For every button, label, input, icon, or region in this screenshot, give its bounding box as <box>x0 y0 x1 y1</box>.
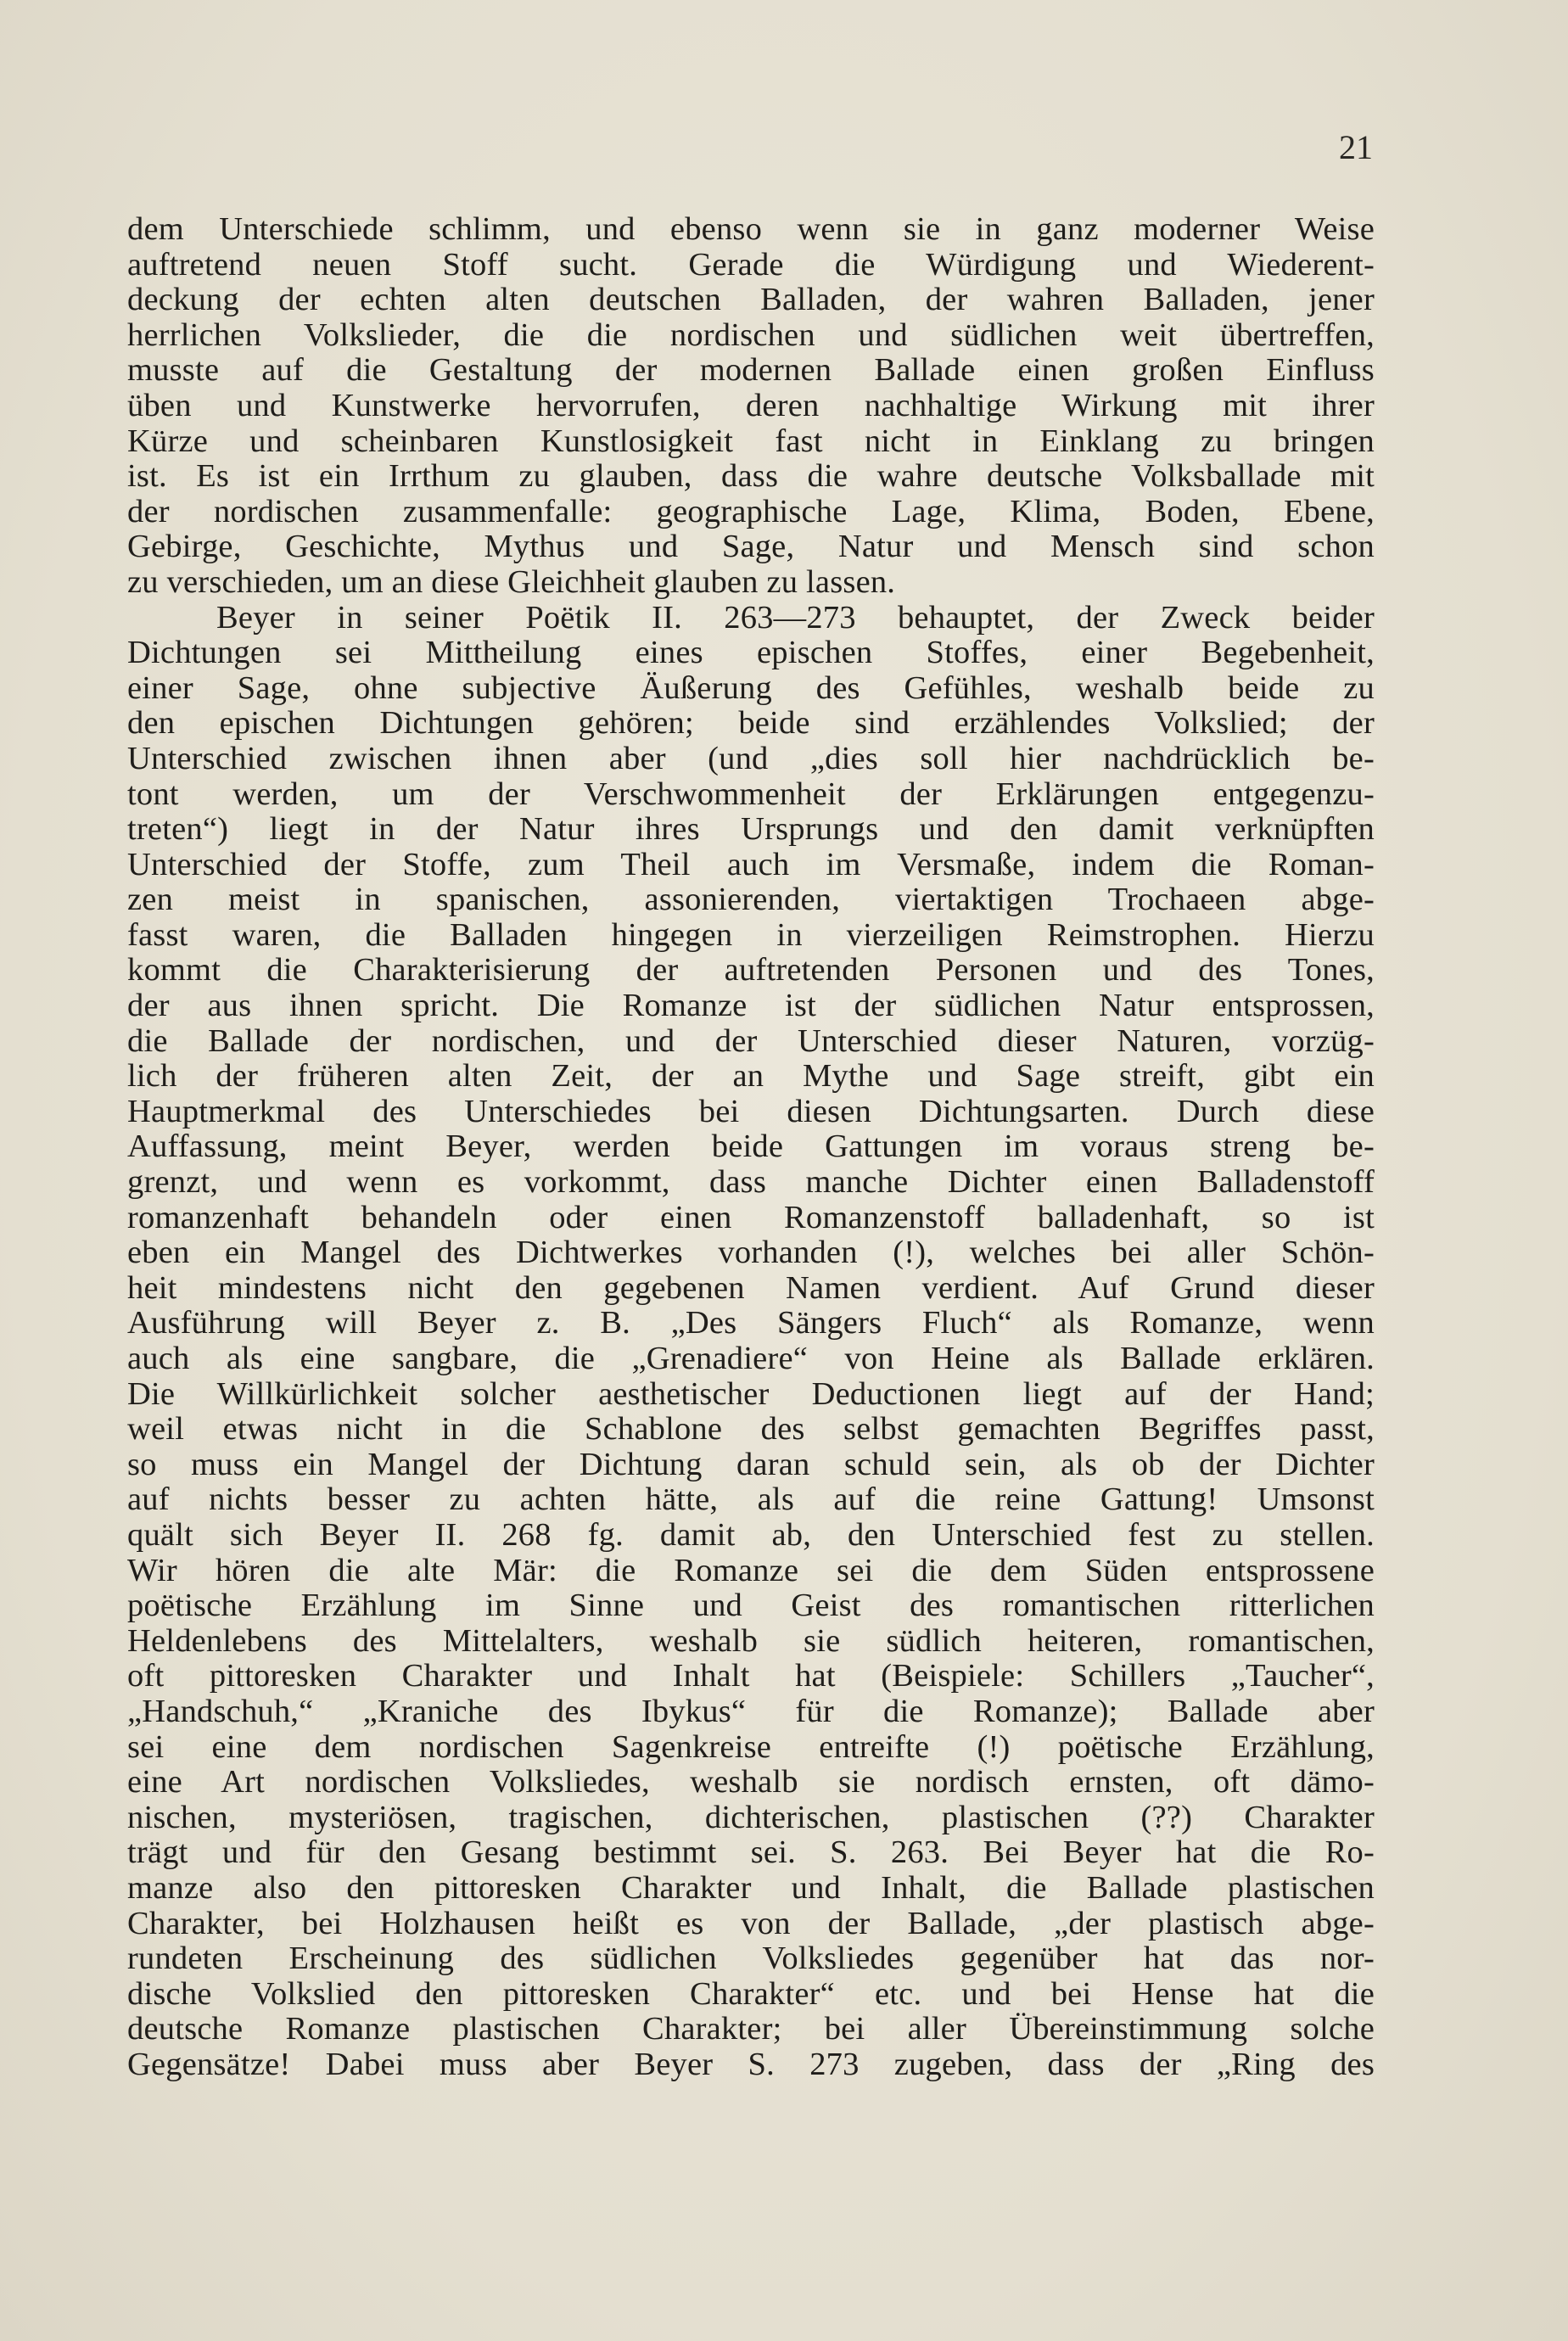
page-number: 21 <box>1339 128 1373 166</box>
text-line: quält sich Beyer II. 268 fg. damit ab, den Unterschied fest zu stellen. <box>127 1516 1375 1553</box>
body-text <box>127 212 1375 2082</box>
text-line: weil etwas nicht in die Schablone des selbst gemachten Begriffes passt, <box>127 1411 1375 1448</box>
text-line: auf nichts besser zu achten hätte, als auf die reine Gattung! Umsonst <box>127 1481 1375 1518</box>
text-line: Gebirge, Geschichte, Mythus und Sage, Natur und Mensch sind schon <box>127 529 1375 565</box>
text-line: tont werden, um der Verschwommenheit der Erklärungen entgegenzu- <box>127 776 1375 812</box>
text-line: treten“) liegt in der Natur ihres Ursprungs und den damit verknüpften <box>127 811 1375 848</box>
text-line: Ausführung will Beyer z. B. „Des Sängers Fluch“ als Romanze, wenn <box>127 1305 1375 1341</box>
text-line: Beyer in seiner Poëtik II. 263—273 behauptet, der Zweck beider <box>216 599 1375 636</box>
text-line: Auffassung, meint Beyer, werden beide Gattungen im voraus streng be- <box>127 1128 1375 1165</box>
text-line: Gegensätze! Dabei muss aber Beyer S. 273 zugeben, dass der „Ring des <box>127 2046 1375 2082</box>
text-line: auftretend neuen Stoff sucht. Gerade die Würdigung und Wiederent- <box>127 246 1375 283</box>
text-line: Unterschied zwischen ihnen aber (und „dies soll hier nachdrücklich be- <box>127 740 1375 776</box>
text-line: dische Volkslied den pittoresken Charakter“ etc. und bei Hense hat die <box>127 1975 1375 2012</box>
text-line: poëtische Erzählung im Sinne und Geist des romantischen ritterlichen <box>127 1588 1375 1624</box>
text-line: trägt und für den Gesang bestimmt sei. S. 263. Bei Beyer hat die Ro- <box>127 1834 1375 1871</box>
text-line: auch als eine sangbare, die „Grenadiere“ von Heine als Ballade erklären. <box>127 1341 1375 1376</box>
text-line: herrlichen Volkslieder, die die nordischen und südlichen weit übertreffen, <box>127 316 1375 353</box>
text-line: der nordischen zusammenfalle: geographische Lage, Klima, Boden, Ebene, <box>127 493 1375 529</box>
text-line: oft pittoresken Charakter und Inhalt hat (Beispiele: Schillers „Taucher“, <box>127 1658 1375 1694</box>
text-line: musste auf die Gestaltung der modernen Ballade einen großen Einfluss <box>127 352 1375 389</box>
text-line: heit mindestens nicht den gegebenen Namen verdient. Auf Grund dieser <box>127 1269 1375 1306</box>
text-line: fasst waren, die Balladen hingegen in vierzeiligen Reimstrophen. Hierzu <box>127 916 1375 953</box>
text-line: Hauptmerkmal des Unterschiedes bei diesen Dichtungsarten. Durch diese <box>127 1093 1375 1129</box>
text-line: eben ein Mangel des Dichtwerkes vorhanden (!), welches bei aller Schön- <box>127 1235 1375 1271</box>
text-line: so muss ein Mangel der Dichtung daran schuld sein, als ob der Dichter <box>127 1446 1375 1482</box>
text-line: deutsche Romanze plastischen Charakter; bei aller Übereinstimmung solche <box>127 2011 1375 2047</box>
text-line: den epischen Dichtungen gehören; beide sind erzählendes Volkslied; der <box>127 705 1375 742</box>
text-line: nischen, mysteriösen, tragischen, dichterischen, plastischen (??) Charakter <box>127 1799 1375 1835</box>
text-line: deckung der echten alten deutschen Balladen, der wahren Balladen, jener <box>127 282 1375 318</box>
text-line: grenzt, und wenn es vorkommt, dass manche Dichter einen Balladenstoff <box>127 1164 1375 1201</box>
text-line: Heldenlebens des Mittelalters, weshalb sie südlich heiteren, romantischen, <box>127 1622 1375 1659</box>
text-line: eine Art nordischen Volksliedes, weshalb sie nordisch ernsten, oft dämo- <box>127 1764 1375 1801</box>
text-line: manze also den pittoresken Charakter und Inhalt, die Ballade plastischen <box>127 1869 1375 1906</box>
text-line: Charakter, bei Holzhausen heißt es von der Ballade, „der plastisch abge- <box>127 1905 1375 1941</box>
text-line: üben und Kunstwerke hervorrufen, deren nachhaltige Wirkung mit ihrer <box>127 387 1375 423</box>
text-line: zen meist in spanischen, assonierenden, viertaktigen Trochaeen abge- <box>127 882 1375 918</box>
text-line: ist. Es ist ein Irrthum zu glauben, dass die wahre deutsche Volksballade mit <box>127 458 1375 495</box>
text-line: „Handschuh,“ „Kraniche des Ibykus“ für die Romanze); Ballade aber <box>127 1693 1375 1729</box>
text-line: der aus ihnen spricht. Die Romanze ist der südlichen Natur entsprossen, <box>127 988 1375 1024</box>
text-line: zu verschieden, um an diese Gleichheit glauben zu lassen. <box>127 563 896 600</box>
text-line: Unterschied der Stoffe, zum Theil auch im Versmaße, indem die Roman- <box>127 846 1375 882</box>
text-line: Die Willkürlichkeit solcher aesthetischer Deductionen liegt auf der Hand; <box>127 1375 1375 1412</box>
text-line: kommt die Charakterisierung der auftretenden Personen und des Tones, <box>127 952 1375 988</box>
text-line: sei eine dem nordischen Sagenkreise entreifte (!) poëtische Erzählung, <box>127 1728 1375 1765</box>
text-line: einer Sage, ohne subjective Äußerung des Gefühles, weshalb beide zu <box>127 669 1375 706</box>
text-line: romanzenhaft behandeln oder einen Romanzenstoff balladenhaft, so ist <box>127 1199 1375 1235</box>
text-line: die Ballade der nordischen, und der Unterschied dieser Naturen, vorzüg- <box>127 1022 1375 1059</box>
text-line: Dichtungen sei Mittheilung eines epischen Stoffes, einer Begebenheit, <box>127 635 1375 671</box>
text-line: Wir hören die alte Mär: die Romanze sei die dem Süden entsprossene <box>127 1552 1375 1588</box>
text-line: rundeten Erscheinung des südlichen Volksliedes gegenüber hat das nor- <box>127 1941 1375 1977</box>
text-line: Kürze und scheinbaren Kunstlosigkeit fast nicht in Einklang zu bringen <box>127 423 1375 459</box>
text-line: dem Unterschiede schlimm, und ebenso wenn sie in ganz moderner Weise <box>127 211 1375 247</box>
text-line: lich der früheren alten Zeit, der an Mythe und Sage streift, gibt ein <box>127 1058 1375 1095</box>
